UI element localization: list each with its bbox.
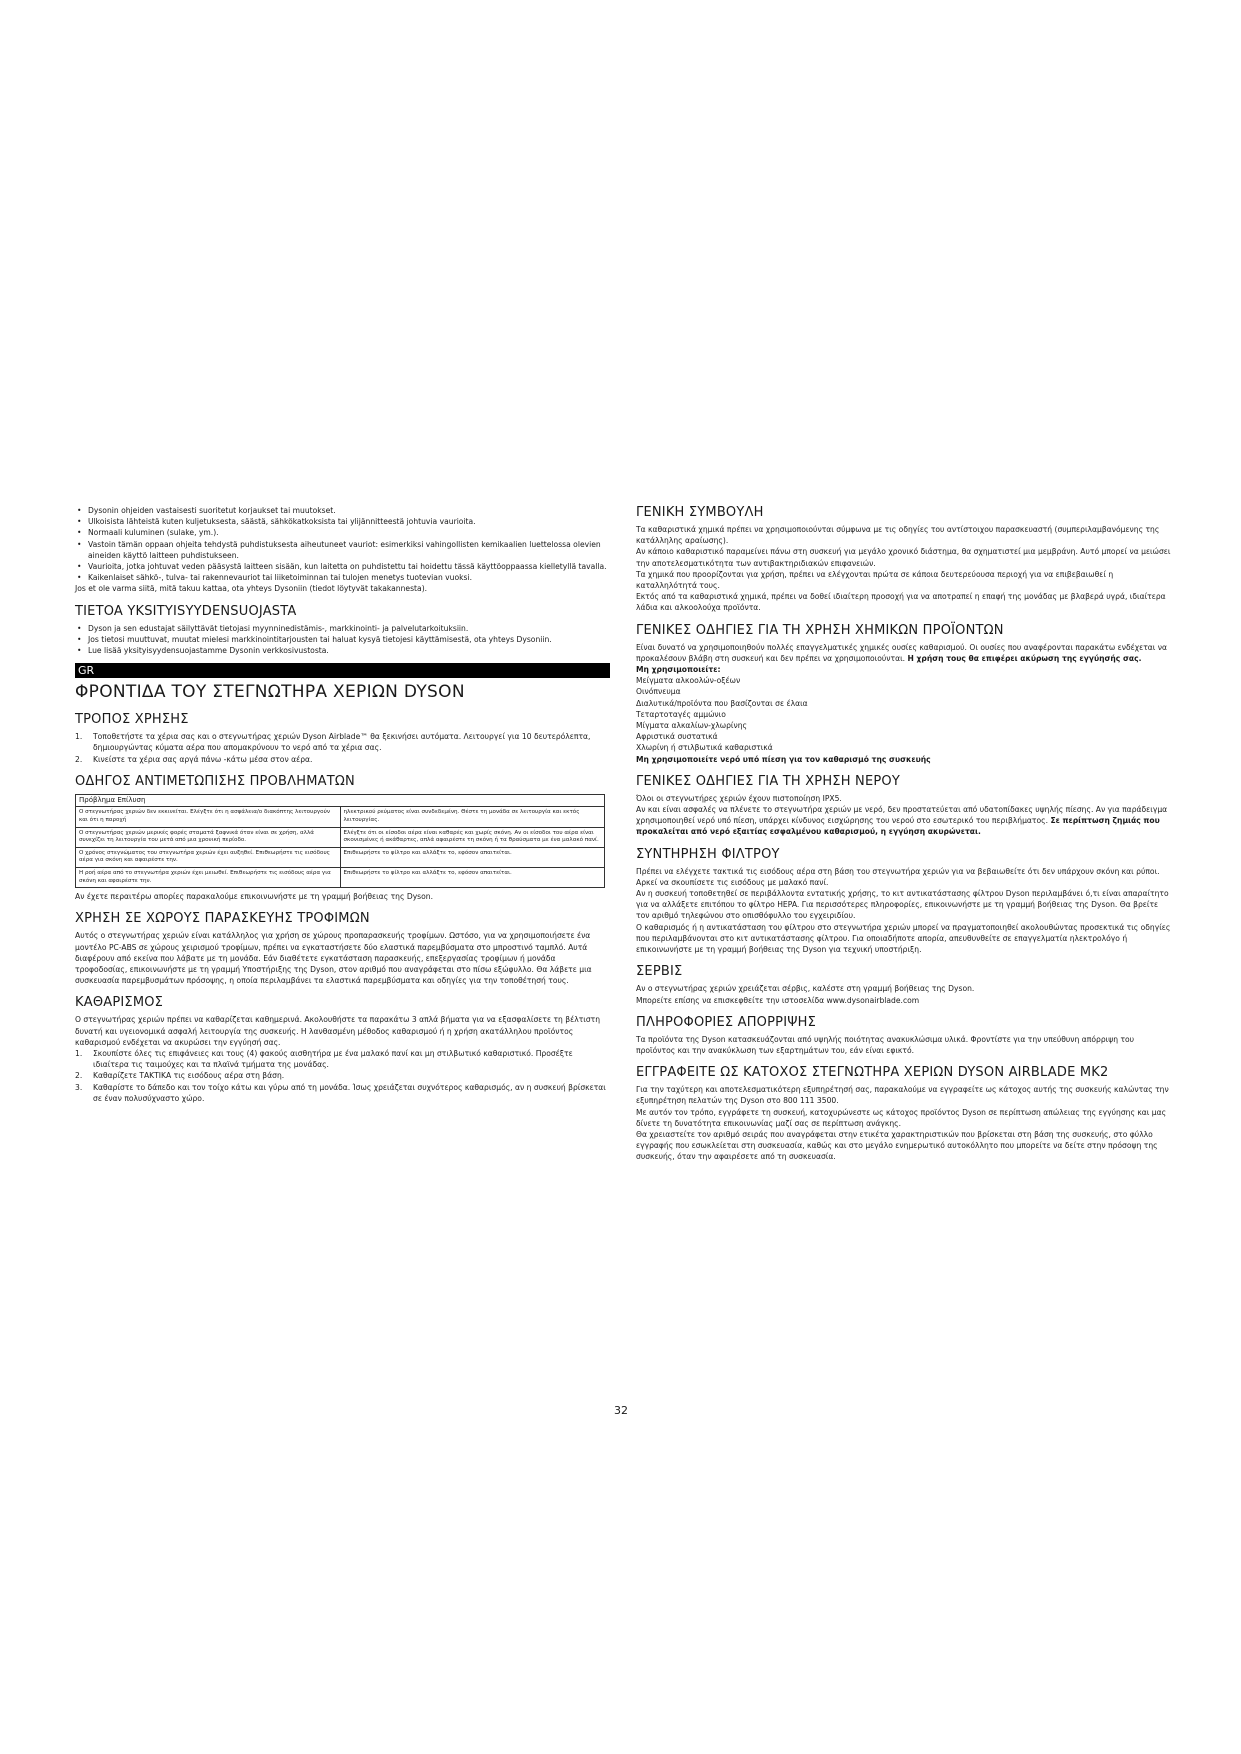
filter-text: Αν η συσκευή τοποθετηθεί σε περιβάλλοντα εντατικής χρήσης, το κιτ αντικατάστασης φίλτρου Dyson περιλαμβάνει ό,τι είναι απαραίτητο για να αλλάξετε επιτόπου το φίλτρο HEPA. Για περισσότερες πληροφορίες, επικοινωνήστε με τη γραμμή βοήθειας της Dyson. Θα βρείτε τον αριθμό τηλεφώνου στο οπισθόφυλλο του εγχειριδίου. [636,889,1169,921]
problem-cell: Ο χρόνος στεγνώματος του στεγνωτήρα χεριών έχει αυξηθεί. Επιθεωρήστε τις εισόδους αέρα για σκόνη και αφαιρέστε την. [76,847,341,867]
list-item: • Vastoin tämän oppaan ohjeita tehdystä puhdistuksesta aiheutuneet vauriot: esimerkiksi vahingollisten kemikaalien luettelossa olevien aineiden käyttö laitteen puhdistukseen. [75,539,610,561]
water-heading: ΓΕΝΙΚΕΣ ΟΔΗΓΙΕΣ ΓΙΑ ΤΗ ΧΡΗΣΗ ΝΕΡΟΥ [636,773,900,789]
filter-heading: ΣΥΝΤΗΡΗΣΗ ΦΙΛΤΡΟΥ [636,846,780,862]
table-row [76,868,605,888]
cleaning-heading: ΚΑΘΑΡΙΣΜΟΣ [75,995,164,1011]
register-text: Θα χρειαστείτε τον αριθμό σειράς που αναγράφεται στην ετικέτα χαρακτηριστικών που βρίσκεται στη βάση της συσκευής, στο φύλλο εγγραφής που εσωκλείεται στη συσκευασία, καθώς και στο μεγάλο ενημερωτικό αυτοκόλλητο που μπορείτε να δείτε στην πρόσοψη της συσκευής, όταν την αφαιρέσετε από τη συσκευασία. [636,1129,1158,1162]
chemical-item: Μίγματα αλκαλίων-χλωρίνης [636,721,747,731]
general-advice-line: Εκτός από τα καθαριστικά χημικά, πρέπει να δοθεί ιδιαίτερη προσοχή για να αποτραπεί η επαφή της μονάδας με βλαβερά υγρά, ιδιαίτερα λάδια και αλκοολούχα προϊόντα. [636,592,1166,613]
list-item: 2. Καθαρίζετε ΤΑΚΤΙΚΑ τις εισόδους αέρα στη βάση. [75,1071,285,1081]
chemical-item: Διαλυτικά/προϊόντα που βασίζονται σε έλαια [636,698,808,708]
general-advice-line: Τα χημικά που προορίζονται για χρήση, πρέπει να ελέγχονται πρώτα σε κάποια δευτερεύουσα περιοχή για να επιβεβαιωθεί η καταλληλότητά τους. [636,569,1114,591]
list-item: • Vaurioita, jotka johtuvat veden pääsystä laitteen sisään, kun laitetta on puhdistettu tai hoidettu tässä käyttöoppaassa kielletyllä tavalla. [75,561,610,572]
chemical-item: Τεταρτοταγές αμμώνιο [636,709,726,719]
general-advice-line: Τα καθαριστικά χημικά πρέπει να χρησιμοποιούνται σύμφωνα με τις οδηγίες του αντίστοιχου παρασκευαστή (συμπεριλαμβανόμενης της κατάλληλης αραίωσης). [636,525,1160,546]
table-header-row [76,794,605,807]
chemicals-intro: Είναι δυνατό να χρησιμοποιηθούν πολλές επαγγελματικές χημικές ουσίες καθαρισμού. Οι ουσίες που αναφέρονται παρακάτω ενδέχεται να προκαλέσουν βλάβη στη συσκευή και δεν πρέπει να χρησιμοποιούνται. Η χρήση τους θα επιφέρει ακύρωση της εγγύησής σας. [636,642,1168,663]
filter-text: Ο καθαρισμός ή η αντικατάσταση του φίλτρου στο στεγνωτήρα χεριών μπορεί να πραγματοποιηθεί ακολουθώντας προσεκτικά τις οδηγίες που περιλαμβάνονται στο κιτ αντικατάστασης φίλτρου. Για οποιαδήποτε απορία, απευθυνθείτε σε επαγγελματία ηλεκτρολόγο ή επικοινωνήστε με τη γραμμή βοήθειας της Dyson για τεχνική υποστήριξη. [636,922,1171,955]
list-item: • Dysonin ohjeiden vastaisesti suoritetut korjaukset tai muutokset. [75,505,610,516]
problem-cell: Ο στεγνωτήρας χεριών μερικές φορές σταματά ξαφνικά όταν είναι σε χρήση, αλλά συνεχίζει τη λειτουργία του μετά από μια χρονική περίοδο. [76,827,341,847]
food-areas-text: Αυτός ο στεγνωτήρας χεριών είναι κατάλληλος για χρήση σε χώρους προπαρασκευής τροφίμων. Ωστόσο, για να χρησιμοποιήσετε ένα μοντέλο PC-ABS σε χώρους χειρισμού τροφίμων, πρέπει να εγκαταστήσετε δύο ελαστικά παρεμβύσματα στο μπροστινό ταμπλό. Αυτά διαφέρουν από εκείνα που λάβατε με τη μονάδα. Εάν διαθέτετε εγκατάσταση παρασκευής, επεξεργασίας τροφίμων ή μονάδα τροφοδοσίας, επικοινωνήστε με τη γραμμή Υποστήριξης της Dyson, στον αριθμό που αναγράφεται στο πίσω εξώφυλλο. Θα λάβετε μια συσκευασία παρεμβυσμάτων πρόσοψης, η οποία περιλαμβάνει τα ελαστικά παρεμβύσματα και οδηγίες για την τοποθέτησή τους. [75,931,592,986]
chemical-item: Μείγματα αλκοολών-οξέων [636,676,741,686]
filter-text: Πρέπει να ελέγχετε τακτικά τις εισόδους αέρα στη βάση του στεγνωτήρα χεριών για να βεβαιωθείτε ότι δεν υπάρχουν σκόνη και ρύποι. Αρκεί να σκουπίσετε τις εισόδους με μαλακό πανί. [636,866,1160,887]
cleaning-steps [75,1048,610,1104]
troubleshooting-table [75,794,605,888]
service-heading: ΣΕΡΒΙΣ [636,964,683,980]
register-heading: ΕΓΓΡΑΦΕΙΤΕ ΩΣ ΚΑΤΟΧΟΣ ΣΤΕΓΝΩΤΗΡΑ ΧΕΡΙΩΝ DYSON AIRBLADE MK2 [636,1065,1109,1081]
table-row [76,827,605,847]
water-warranty-warning: Σε περίπτωση ζημιάς που προκαλείται από νερό εξαιτίας εσφαλμένου καθαρισμού, η εγγύηση ακυρώνεται. [636,816,1160,837]
right-column [636,505,1171,1163]
list-item: • Dyson ja sen edustajat säilyttävät tietojasi myynninedistämis-, markkinointi- ja palvelutarkoituksiin. [75,623,610,634]
solution-cell: Επιθεωρήστε το φίλτρο και αλλάξτε το, εφόσον απαιτείται. [340,847,605,867]
list-item: • Ulkoisista lähteistä kuten kuljetuksesta, säästä, sähkökatkoksista tai ylijännitteestä johtuvia vaurioita. [75,516,610,527]
chemical-item: Χλωρίνη ή στιλβωτικά καθαριστικά [636,743,773,753]
table-row [76,847,605,867]
list-item: • Kaikenlaiset sähkö-, tulva- tai rakennevauriot tai liiketoiminnan tai tulojen menetys tuotevian vuoksi. [75,572,610,583]
chemical-item: Οινόπνευμα [636,687,681,697]
table-header: Πρόβλημα Επίλυση [76,794,605,807]
problem-cell: Η ροή αέρα από το στεγνωτήρα χεριών έχει μειωθεί. Επιθεωρήστε τις εισόδους αέρα για σκόνη και αφαιρέστε την. [76,868,341,888]
problem-cell: Ο στεγνωτήρας χεριών δεν εκκινείται. Ελέγξτε ότι η ασφάλεια/ο διακόπτης λειτουργούν και ότι η παροχή [76,807,341,827]
list-item: • Lue lisää yksityisyydensuojastamme Dysonin verkkosivustosta. [75,645,610,656]
disposal-text: Τα προϊόντα της Dyson κατασκευάζονται από υψηλής ποιότητας ανακυκλώσιμα υλικά. Φροντίστε για την υπεύθυνη απόρριψη του προϊόντος και την ανακύκλωση των εξαρτημάτων του, εάν είναι εφικτό. [636,1034,1135,1055]
page-number: 32 [614,1404,628,1417]
left-column [75,505,610,1104]
list-item: • Normaali kuluminen (sulake, ym.). [75,527,610,538]
table-row [76,807,605,827]
general-advice-line: Αν κάποιο καθαριστικό παραμείνει πάνω στη συσκευή για μεγάλο χρονικό διάστημα, θα σχηματιστεί μια μεμβράνη. Αυτό μπορεί να μειώσει την αποτελεσματικότητα των αντιβακτηριδιακών επιφανειών. [636,547,1171,568]
food-areas-heading: ΧΡΗΣΗ ΣΕ ΧΩΡΟΥΣ ΠΑΡΑΣΚΕΥΗΣ ΤΡΟΦΙΜΩΝ [75,911,370,927]
usage-steps [75,731,610,765]
warranty-void-warning: Η χρήση τους θα επιφέρει ακύρωση της εγγύησής σας. [907,653,1142,663]
main-title: ΦΡΟΝΤΙΔΑ ΤΟΥ ΣΤΕΓΝΩΤΗΡΑ ΧΕΡΙΩΝ DYSON [75,682,465,703]
register-text: Με αυτόν τον τρόπο, εγγράφετε τη συσκευή, κατοχυρώνεστε ως κάτοχος προϊόντος Dyson σε περίπτωση απώλειας της εγγύησης και μας δίνετε τη δυνατότητα επικοινωνίας μαζί σας σε περίπτωση ανάγκης. [636,1107,1167,1128]
pressure-water-warning: Μη χρησιμοποιείτε νερό υπό πίεση για τον καθαρισμό της συσκευής [636,754,931,764]
language-bar: GR [75,663,610,678]
disposal-heading: ΠΛΗΡΟΦΟΡΙΕΣ ΑΠΟΡΡΙΨΗΣ [636,1014,817,1030]
cleaning-text: Ο στεγνωτήρας χεριών πρέπει να καθαρίζεται καθημερινά. Ακολουθήστε τα παρακάτω 3 απλά βήματα για να εξασφαλίσετε τη βέλτιστη δυνατή και υγειονομικά ασφαλή λειτουργία της συσκευής. Η λανθασμένη μέθοδος καθαρισμού ή η χρήση ακατάλληλου προϊόντος καθαρισμού ενδέχεται να ακυρώσει την εγγύησή σας. [75,1015,601,1047]
do-not-use-label: Μη χρησιμοποιείτε: [636,665,721,675]
solution-cell: ηλεκτρικού ρεύματος είναι συνδεδεμένη. Θέστε τη μονάδα σε λειτουργία και εκτός λειτουργίας. [340,807,605,827]
troubleshooting-heading: ΟΔΗΓΟΣ ΑΝΤΙΜΕΤΩΠΙΣΗΣ ΠΡΟΒΛΗΜΑΤΩΝ [75,773,355,789]
general-advice-heading: ΓΕΝΙΚΗ ΣΥΜΒΟΥΛΗ [636,505,764,520]
service-text: Αν ο στεγνωτήρας χεριών χρειάζεται σέρβις, καλέστε στη γραμμή βοήθειας της Dyson. [636,984,975,994]
register-text: Για την ταχύτερη και αποτελεσματικότερη εξυπηρέτησή σας, παρακαλούμε να εγγραφείτε ως κάτοχος αυτής της συσκευής καλώντας την εξυπηρέτηση πελατών της Dyson στο 800 111 3500. [636,1085,1169,1106]
fi-warranty-note: Jos et ole varma siitä, mitä takuu kattaa, ota yhteys Dysoniin (tiedot löytyvät takakannesta). [75,584,428,594]
fi-warranty-exclusions-list [75,505,610,583]
water-text: Όλοι οι στεγνωτήρες χεριών έχουν πιστοποίηση IPX5. [636,793,842,803]
water-text: Αν και είναι ασφαλές να πλένετε το στεγνωτήρα χεριών με νερό, δεν προστατεύεται από υδατοπίδακες υψηλής πίεσης. Αν για παράδειγμα χρησιμοποιηθεί νερό υπό πίεση, υπάρχει κίνδυνος εισχώρησης του νερού στο εσωτερικό του περιβλήματος. Σε περίπτωση ζημιάς που προκαλείται από νερό εξαιτίας εσφαλμένου καθαρισμού, η εγγύηση ακυρώνεται. [636,805,1168,837]
list-item: 3. Καθαρίστε το δάπεδο και τον τοίχο κάτω και γύρω από τη μονάδα. Ίσως χρειάζεται συχνότερος καθαρισμός, αν η συσκευή βρίσκεται σε έναν πολυσύχναστο χώρο. [75,1082,606,1103]
troubleshooting-note: Αν έχετε περαιτέρω απορίες παρακαλούμε επικοινωνήστε με τη γραμμή βοήθειας της Dyson. [75,892,434,902]
list-item: 1. Σκουπίστε όλες τις επιφάνειες και τους (4) φακούς αισθητήρα με ένα μαλακό πανί και μη στιλβωτικό καθαριστικό. Προσέξτε ιδιαίτερα τις ταιμούχες και τα πλαϊνά τμήματα της μονάδας. [75,1049,573,1070]
service-text: Μπορείτε επίσης να επισκεφθείτε την ιστοσελίδα www.dysonairblade.com [636,995,920,1005]
privacy-list [75,623,610,657]
chemical-item: Αφριστικά συστατικά [636,732,718,742]
solution-cell: Επιθεωρήστε το φίλτρο και αλλάξτε το, εφόσον απαιτείται. [340,868,605,888]
list-item: 1. Τοποθετήστε τα χέρια σας και ο στεγνωτήρας χεριών Dyson Airblade™ θα ξεκινήσει αυτόματα. Λειτουργεί για 10 δευτερόλεπτα, δημιουργώντας κύματα αέρα που απομακρύνουν το νερό από τα χέρια σας. [75,732,591,753]
privacy-heading: TIETOA YKSITYISYYDENSUOJASTA [75,603,297,619]
solution-cell: Ελέγξτε ότι οι είσοδοι αέρα είναι καθαρές και χωρίς σκόνη. Αν οι είσοδοι του αέρα είναι σκονισμένες ή ακάθαρτες, απλά αφαιρέστε τη σκόνη ή τα θραύσματα με ένα μαλακό πανί. [340,827,605,847]
list-item: 2. Κινείστε τα χέρια σας αργά πάνω -κάτω μέσα στον αέρα. [75,754,313,764]
usage-heading: ΤΡΟΠΟΣ ΧΡΗΣΗΣ [75,712,189,728]
list-item: • Jos tietosi muuttuvat, muutat mielesi markkinointitarjousten tai haluat kysyä tietojesi käyttämisestä, ota yhteys Dysoniin. [75,634,610,645]
chemicals-heading: ΓΕΝΙΚΕΣ ΟΔΗΓΙΕΣ ΓΙΑ ΤΗ ΧΡΗΣΗ ΧΗΜΙΚΩΝ ΠΡΟΪΟΝΤΩΝ [636,622,1004,638]
